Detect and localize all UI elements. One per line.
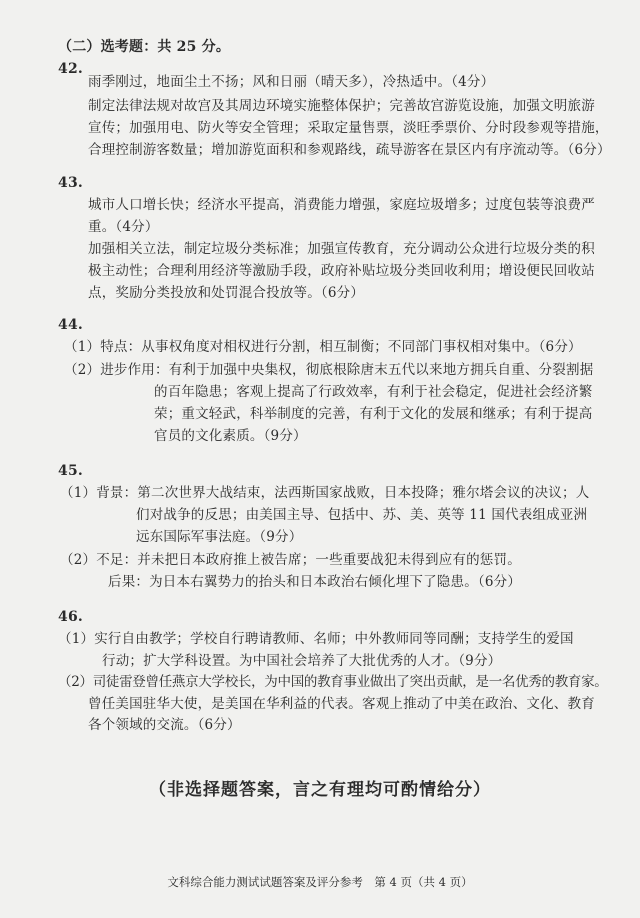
q45-line-2: 们对战争的反思；由美国主导、包括中、苏、美、英等 11 国代表组成亚洲 bbox=[136, 507, 588, 523]
q45-line-1: （1）背景：第二次世界大战结束，法西斯国家战败，日本投降；雅尔塔会议的决议；人 bbox=[60, 485, 590, 501]
question-number-43: 43. bbox=[58, 175, 83, 191]
q43-line-3: 加强相关立法，制定垃圾分类标准；加强宣传教育，充分调动公众进行垃圾分类的积 bbox=[88, 241, 595, 257]
question-number-45: 45. bbox=[58, 463, 83, 479]
q46-line-4: 曾任美国驻华大使，是美国在华利益的代表。客观上推动了中美在政治、文化、教育 bbox=[88, 696, 595, 712]
q43-line-5: 点，奖励分类投放和处罚混合投放等。（6分） bbox=[88, 285, 365, 301]
q46-line-1: （1）实行自由教学；学校自行聘请教师、名师；中外教师同等同酬；支持学生的爱国 bbox=[58, 631, 574, 647]
question-number-46: 46. bbox=[58, 609, 83, 625]
q46-line-3: （2）司徒雷登曾任燕京大学校长，为中国的教育事业做出了突出贡献，是一名优秀的教育家。 bbox=[58, 674, 608, 690]
q44-line-1: （1）特点：从事权角度对相权进行分割，相互制衡；不同部门事权相对集中。（6分） bbox=[64, 339, 582, 355]
q46-line-2: 行动；扩大学科设置。为中国社会培养了大批优秀的人才。（9分） bbox=[102, 653, 502, 669]
q46-line-5: 各个领域的交流。（6分） bbox=[88, 717, 241, 733]
q43-line-2: 重。（4分） bbox=[88, 219, 159, 235]
q43-line-1: 城市人口增长快；经济水平提高，消费能力增强，家庭垃圾增多；过度包装等浪费严 bbox=[88, 197, 595, 213]
q43-line-4: 极主动性；合理利用经济等激励手段，政府补贴垃圾分类回收利用；增设便民回收站 bbox=[88, 263, 595, 279]
q44-line-4: 荣；重文轻武，科举制度的完善，有利于文化的发展和继承；有利于提高 bbox=[154, 406, 593, 422]
q42-line-3: 宣传；加强用电、防火等安全管理；采取定量售票，淡旺季票价、分时段参观等措施， bbox=[88, 120, 609, 136]
grading-note: （非选择题答案，言之有理均可酌情给分） bbox=[149, 780, 491, 800]
q44-line-2: （2）进步作用：有利于加强中央集权，彻底根除唐末五代以来地方拥兵自重、分裂割据 bbox=[64, 362, 594, 378]
q42-line-4: 合理控制游客数量；增加游览面积和参观路线，疏导游客在景区内有序流动等。（6分） bbox=[88, 142, 611, 158]
q44-line-3: 的百年隐患；客观上提高了行政效率，有利于社会稳定，促进社会经济繁 bbox=[154, 384, 593, 400]
page-footer: 文科综合能力测试试题答案及评分参考 第 4 页（共 4 页） bbox=[167, 875, 473, 889]
q45-line-5: 后果：为日本右翼势力的抬头和日本政治右倾化埋下了隐患。（6分） bbox=[108, 574, 522, 590]
q44-line-5: 官员的文化素质。（9分） bbox=[154, 428, 307, 444]
q42-line-2: 制定法律法规对故宫及其周边环境实施整体保护；完善故宫游览设施，加强文明旅游 bbox=[88, 98, 595, 114]
q42-line-1: 雨季刚过，地面尘土不扬；风和日丽（晴天多），冷热适中。（4分） bbox=[88, 74, 495, 90]
question-number-44: 44. bbox=[58, 317, 83, 333]
q45-line-4: （2）不足：并未把日本政府推上被告席；一些重要战犯未得到应有的惩罚。 bbox=[60, 552, 521, 568]
question-number-42: 42. bbox=[58, 61, 83, 77]
q45-line-3: 远东国际军事法庭。（9分） bbox=[136, 529, 303, 545]
section-header: （二）选考题：共 25 分。 bbox=[58, 39, 231, 55]
